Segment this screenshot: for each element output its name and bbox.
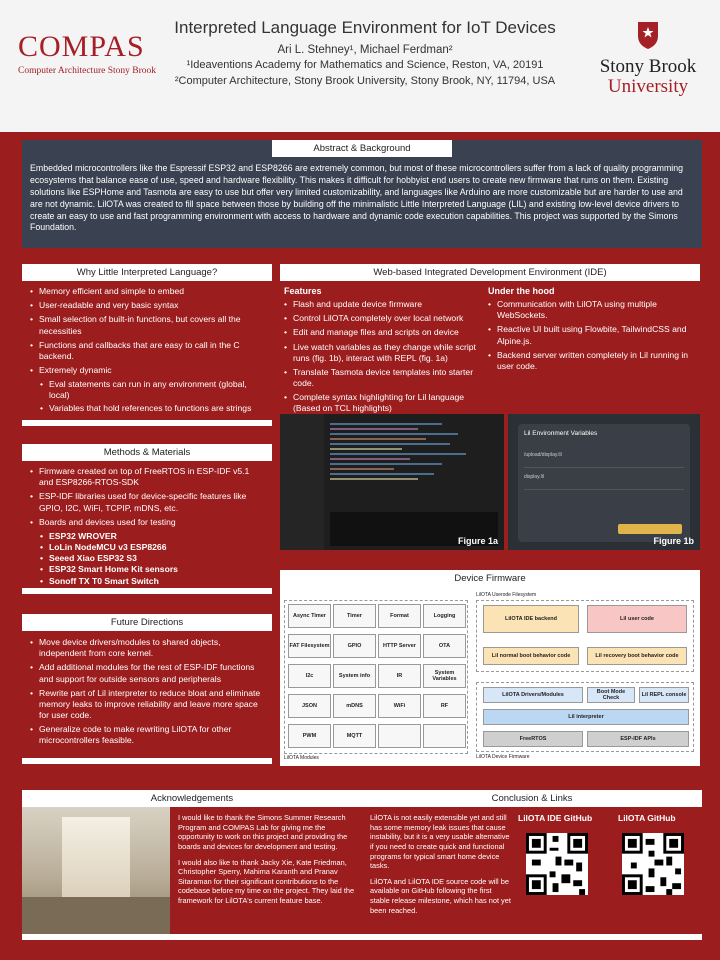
qr-code-ide[interactable]	[526, 833, 588, 895]
ack-paragraph-2: I would also like to thank Jacky Xie, Kate Friedman, Christopher Sperry, Mahima Karanth and Pranav Sitaraman for their significant contributions to the codebase before my time on the project. They laid the framework for LilOTA's current feature base.	[178, 857, 355, 905]
list-item: • Eval statements can run in any environment (global, local)	[40, 379, 264, 401]
list-item: • ESP32 WROVER	[40, 531, 264, 542]
conclusion-paragraph-2: LilOTA and LilOTA IDE source code will be available on GitHub following the first stable release milestone, which has not yet been reached.	[370, 876, 511, 915]
ide-title: Web-based Integrated Development Environment (IDE)	[280, 264, 700, 281]
user-code-box: Lil user code	[587, 605, 687, 633]
variable-row: display.lil	[524, 474, 684, 490]
list-item: • Flash and update device firmware	[284, 299, 484, 310]
module-box	[378, 724, 421, 748]
ide-backend-box: LilOTA IDE backend	[483, 605, 579, 633]
list-item: • Firmware created on top of FreeRTOS in ESP-IDF v5.1 and ESP8266-RTOS-SDK	[30, 466, 264, 488]
conclusion-title: Conclusion & Links	[362, 790, 702, 807]
poster-title: Interpreted Language Environment for IoT Devices	[174, 18, 556, 37]
figure-1a-label: Figure 1a	[457, 536, 498, 546]
module-box: System info	[333, 664, 376, 688]
future-title: Future Directions	[22, 614, 272, 631]
methods-title: Methods & Materials	[22, 444, 272, 461]
list-item: • Generalize code to make rewriting LilOTA for other microcontrollers feasible.	[30, 724, 264, 746]
compas-logo	[18, 30, 160, 86]
list-item: • Translate Tasmota device templates into starter code.	[284, 367, 484, 389]
hallway-photo	[22, 807, 170, 934]
userland-label: LilOTA Userode Filesystem	[476, 592, 537, 598]
list-item: • Communication with LilOTA using multiple WebSockets.	[488, 299, 694, 321]
conclusion-body	[362, 807, 702, 934]
ack-body	[22, 807, 362, 934]
module-box: MQTT	[333, 724, 376, 748]
ide-github-link[interactable]: LilOTA IDE GitHub	[518, 813, 593, 823]
normal-boot-box: Lil normal boot behavior code	[483, 647, 579, 665]
module-box: Async Timer	[288, 604, 331, 628]
conclusion-panel	[362, 790, 702, 940]
list-item: • Reactive UI built using Flowbite, TailwindCSS and Alpine.js.	[488, 324, 694, 346]
module-box: Format	[378, 604, 421, 628]
device-group	[476, 682, 694, 752]
list-item: • Add additional modules for the rest of ESP-IDF functions and support for outside sensors and peripherals	[30, 662, 264, 684]
freertos-box: FreeRTOS	[483, 731, 583, 747]
list-item: • Live watch variables as they change while script runs (fig. 1b), interact with REPL (fig. 1a)	[284, 342, 484, 364]
why-lil-title: Why Little Interpreted Language?	[22, 264, 272, 281]
university-text: University	[607, 75, 689, 97]
methods-body	[22, 461, 272, 588]
list-item: • LoLin NodeMCU v3 ESP8266	[40, 542, 264, 553]
lilota-github-link[interactable]: LilOTA GitHub	[618, 813, 676, 823]
variables-dialog	[518, 424, 690, 542]
drivers-box: LilOTA Drivers/Modules	[483, 687, 583, 703]
list-item: • Sonoff TX T0 Smart Switch	[40, 576, 264, 587]
compas-logo-subtitle: Computer Architecture Stony Brook	[18, 66, 156, 76]
espidf-box: ESP-IDF APIs	[587, 731, 689, 747]
module-box: JSON	[288, 694, 331, 718]
authors: Ari L. Stehney¹, Michael Ferdman²	[277, 44, 453, 56]
list-item: • Backend server written completely in Lil running in user code.	[488, 350, 694, 372]
module-box: Timer	[333, 604, 376, 628]
abstract-text: Embedded microcontrollers like the Espressif ESP32 and ESP8266 are extremely common, but most of these microcontrollers suffer from a lack of quality programming ecosystems that balance ease of use, speed and hardware flexibility. This makes it difficult for hobbyist end users to create new firmware that runs on them. Existing solutions like ESPHome and Tasmota are easy to use but offer very limited customizability, and languages like Arduino are more customizable but are harder to use and are not dynamic. LilOTA was created to fill space between those by building off the minimalistic Little Interpreted Language (LIL) and existing low-level device drivers to create an easy to use and fast programming environment with access to hardware and dynamic code execution capabilities. This project was supported by the Simons Foundation.	[30, 163, 684, 233]
features-column	[284, 286, 484, 418]
module-box: mDNS	[333, 694, 376, 718]
stony-brook-text: Stony Brook	[599, 56, 697, 77]
variable-row: /upload/display.lil	[524, 452, 684, 468]
features-heading: Features	[284, 286, 322, 296]
list-item: • ESP-IDF libraries used for device-specific features like GPIO, I2C, WiFi, TCPIP, mDNS, etc.	[30, 491, 264, 513]
list-item: • Memory efficient and simple to embed	[30, 286, 264, 297]
list-item: • Complete syntax highlighting for Lil language (Based on TCL highlights)	[284, 392, 484, 414]
list-item: • Extremely dynamic	[30, 365, 264, 376]
module-box: OTA	[423, 634, 466, 658]
list-item: • User-readable and very basic syntax	[30, 300, 264, 311]
ack-panel	[22, 790, 362, 940]
ide-features	[280, 282, 700, 414]
repl-box: Lil REPL console	[639, 687, 689, 703]
qr-code-lilota[interactable]	[622, 833, 684, 895]
conclusion-paragraph-1: LilOTA is not easily extensible yet and still has some memory leak issues that cause instability, but it is a very usable alternative if you need to create quick and functional programs for typical smart home device tasks.	[370, 813, 510, 871]
methods-panel	[22, 444, 272, 594]
modules-group	[284, 600, 468, 754]
list-item: • Variables that hold references to functions are strings	[40, 403, 264, 414]
module-box	[423, 724, 466, 748]
hood-column	[488, 286, 694, 375]
affiliation-1: ¹Ideaventions Academy for Mathematics and Science, Reston, VA, 20191	[186, 59, 544, 71]
boot-mode-box: Boot Mode Check	[587, 687, 635, 703]
future-body	[22, 631, 272, 758]
list-item: • Rewrite part of Lil interpreter to reduce bloat and eliminate memory leaks to improve reliability and leave more space for user code.	[30, 688, 264, 722]
future-panel	[22, 614, 272, 764]
title-block	[170, 18, 560, 89]
code-editor	[330, 420, 490, 483]
module-box: I2c	[288, 664, 331, 688]
ack-paragraph-1: I would like to thank the Simons Summer Research Program and COMPAS Lab for giving me the opportunity to work on this project and providing the boards and devices for development and testing.	[178, 813, 348, 851]
compas-logo-text: COMPAS	[18, 30, 145, 63]
firmware-panel	[280, 570, 700, 766]
ack-title: Acknowledgements	[22, 790, 362, 807]
figure-1a	[280, 414, 504, 550]
why-lil-body	[22, 281, 272, 420]
figure-1b	[508, 414, 700, 550]
abstract-title: Abstract & Background	[272, 140, 452, 157]
poster-header	[0, 0, 720, 132]
affiliation-2: ²Computer Architecture, Stony Brook University, Stony Brook, NY, 11794, USA	[174, 75, 556, 88]
device-label: LilOTA Device Firmware	[476, 754, 530, 760]
abstract-panel	[22, 140, 702, 248]
module-box: System Variables	[423, 664, 466, 688]
list-item: • Edit and manage files and scripts on device	[284, 327, 484, 338]
module-box: RF	[423, 694, 466, 718]
module-box: Logging	[423, 604, 466, 628]
module-box: WiFi	[378, 694, 421, 718]
figure-1b-label: Figure 1b	[653, 536, 694, 546]
list-item: • Move device drivers/modules to shared objects, independent from core kernel.	[30, 637, 264, 659]
modules-label: LilOTA Modules	[284, 755, 319, 761]
module-box: IR	[378, 664, 421, 688]
ack-text	[178, 813, 356, 906]
interpreter-box: Lil interpreter	[483, 709, 689, 725]
hood-heading: Under the hood	[488, 286, 555, 296]
stony-brook-logo	[596, 20, 700, 97]
why-lil-panel	[22, 264, 272, 426]
file-explorer	[280, 414, 324, 550]
variables-dialog-title: Lil Environment Variables	[524, 430, 598, 437]
module-box: PWM	[288, 724, 331, 748]
module-box: GPIO	[333, 634, 376, 658]
firmware-title: Device Firmware	[280, 570, 700, 587]
list-item: • Small selection of built-in functions, but covers all the necessities	[30, 314, 264, 336]
close-button[interactable]	[618, 524, 682, 534]
conclusion-text	[370, 813, 512, 915]
list-item: • Boards and devices used for testing	[30, 517, 264, 528]
list-item: • ESP32 Smart Home Kit sensors	[40, 564, 264, 575]
list-item: • Seeed Xiao ESP32 S3	[40, 553, 264, 564]
list-item: • Functions and callbacks that are easy to call in the C backend.	[30, 340, 264, 362]
shield-icon	[636, 20, 660, 50]
list-item: • Control LilOTA completely over local network	[284, 313, 484, 324]
ide-panel	[280, 264, 700, 552]
userland-group	[476, 600, 694, 672]
module-box: FAT Filesystem	[288, 634, 331, 658]
module-box: HTTP Server	[378, 634, 421, 658]
recovery-boot-box: Lil recovery boot behavior code	[587, 647, 687, 665]
